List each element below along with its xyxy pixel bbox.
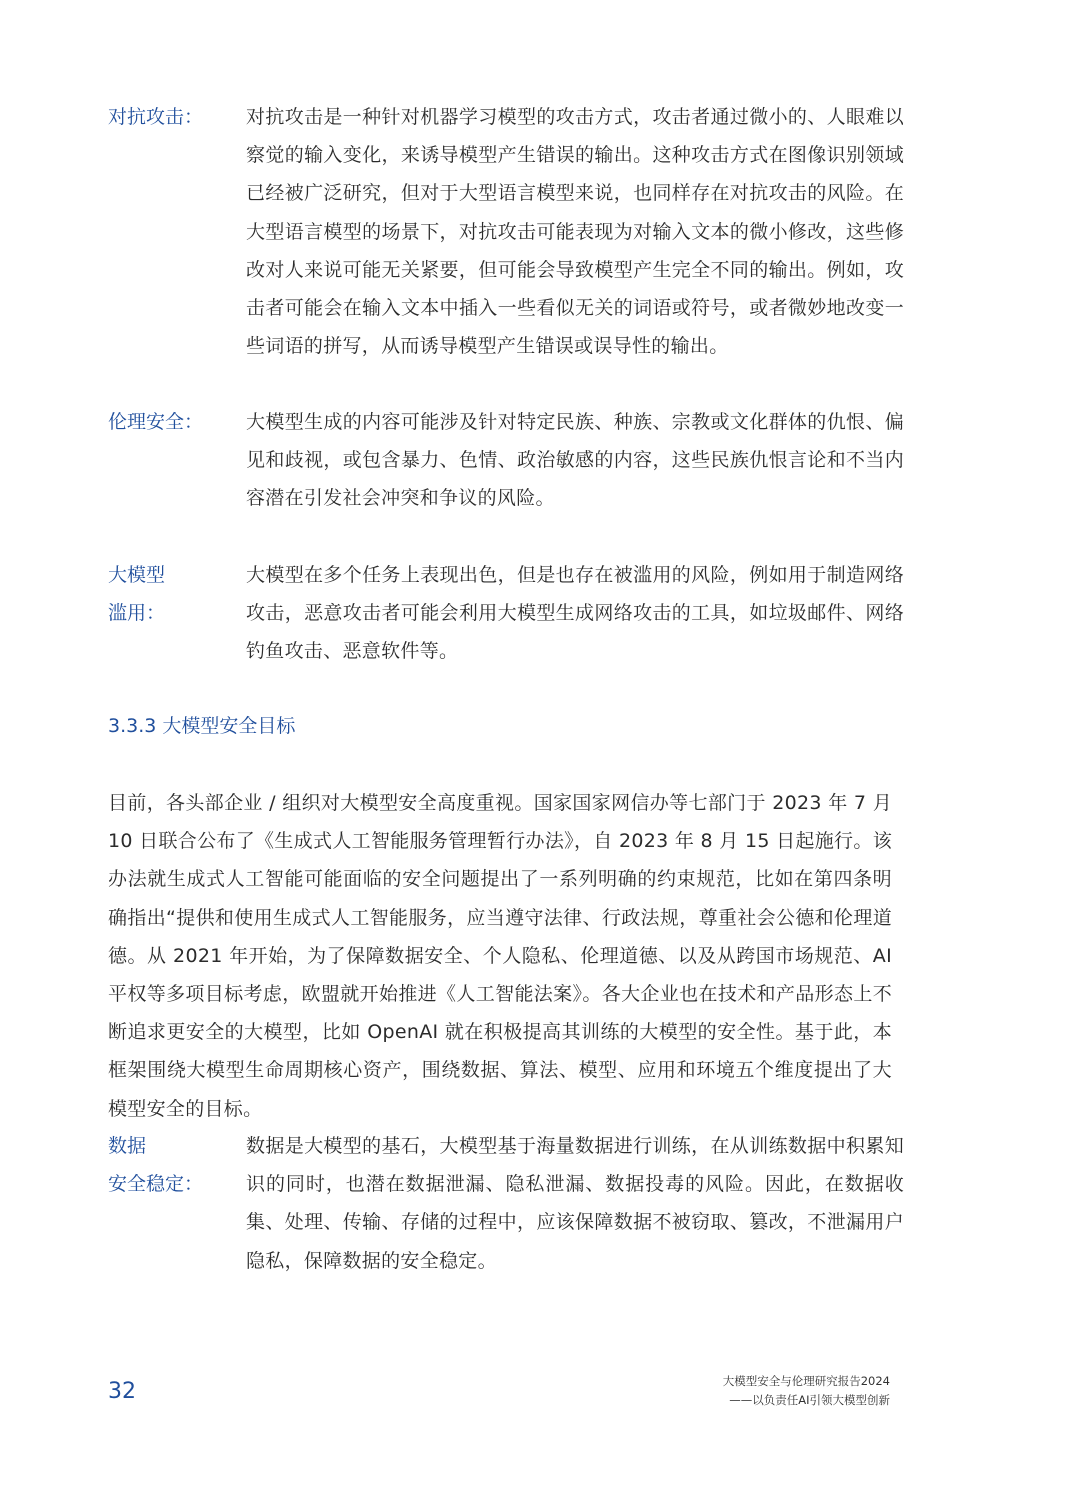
term-label: 对抗攻击： [108,106,204,128]
body-paragraph: 目前，各头部企业 / 组织对大模型安全高度重视。国家国家网信办等七部门于 2023 年 7 月 10 日联合公布了《生成式人工智能服务管理暂行办法》，自 2023 年 8 月 15 日起施行。该办法就生成式人工智能可能面临的安全问题提出了一系列明确的约束规范，比如在第四条明确指出“提供和使用生成式人工智能服务，应当遵守法律、行政法规，尊重社会公德和伦理道德。从 2021 年开始，为了保障数据安全、个人隐私、伦理道德、以及从跨国市场规范、AI 平权等多项目标考虑，欧盟就开始推进《人工智能法案》。各大企业也在技术和产品形态上不断追求更安全的大模型，比如 OpenAI 就在积极提高其训练的大模型的安全性。基于此，本框架围绕大模型生命周期核心资产，围绕数据、算法、模型、应用和环境五个维度提出了大模型安全的目标。 [108,792,892,1120]
term-label: 大模型 滥用： [108,564,166,624]
term-text: 数据是大模型的基石，大模型基于海量数据进行训练，在从训练数据中积累知识的同时，也潜在数据泄漏、隐私泄漏、数据投毒的风险。因此，在数据收集、处理、传输、存储的过程中，应该保障数据不被窃取、篡改，不泄漏用户隐私，保障数据的安全稳定。 [246,1135,904,1272]
term-label: 伦理安全： [108,411,204,433]
footer-title-line1: 大模型安全与伦理研究报告2024 [722,1374,890,1388]
page-number: 32 [108,1379,136,1404]
section-heading: 3.3.3 大模型安全目标 [108,715,296,737]
term-label: 数据 安全稳定： [108,1135,204,1195]
term-text: 大模型在多个任务上表现出色，但是也存在被滥用的风险，例如用于制造网络攻击，恶意攻击者可能会利用大模型生成网络攻击的工具，如垃圾邮件、网络钓鱼攻击、恶意软件等。 [246,564,904,663]
term-text: 对抗攻击是一种针对机器学习模型的攻击方式，攻击者通过微小的、人眼难以察觉的输入变化，来诱导模型产生错误的输出。这种攻击方式在图像识别领域已经被广泛研究，但对于大型语言模型来说，也同样存在对抗攻击的风险。在大型语言模型的场景下，对抗攻击可能表现为对输入文本的微小修改，这些修改对人来说可能无关紧要，但可能会导致模型产生完全不同的输出。例如，攻击者可能会在输入文本中插入一些看似无关的词语或符号，或者微妙地改变一些词语的拼写，从而诱导模型产生错误或误导性的输出。 [246,106,904,358]
term-text: 大模型生成的内容可能涉及针对特定民族、种族、宗教或文化群体的仇恨、偏见和歧视，或包含暴力、色情、政治敏感的内容，这些民族仇恨言论和不当内容潜在引发社会冲突和争议的风险。 [246,411,904,510]
footer-title-line2: ——以负责任AI引领大模型创新 [729,1393,890,1407]
footer-report-title [723,1372,890,1410]
